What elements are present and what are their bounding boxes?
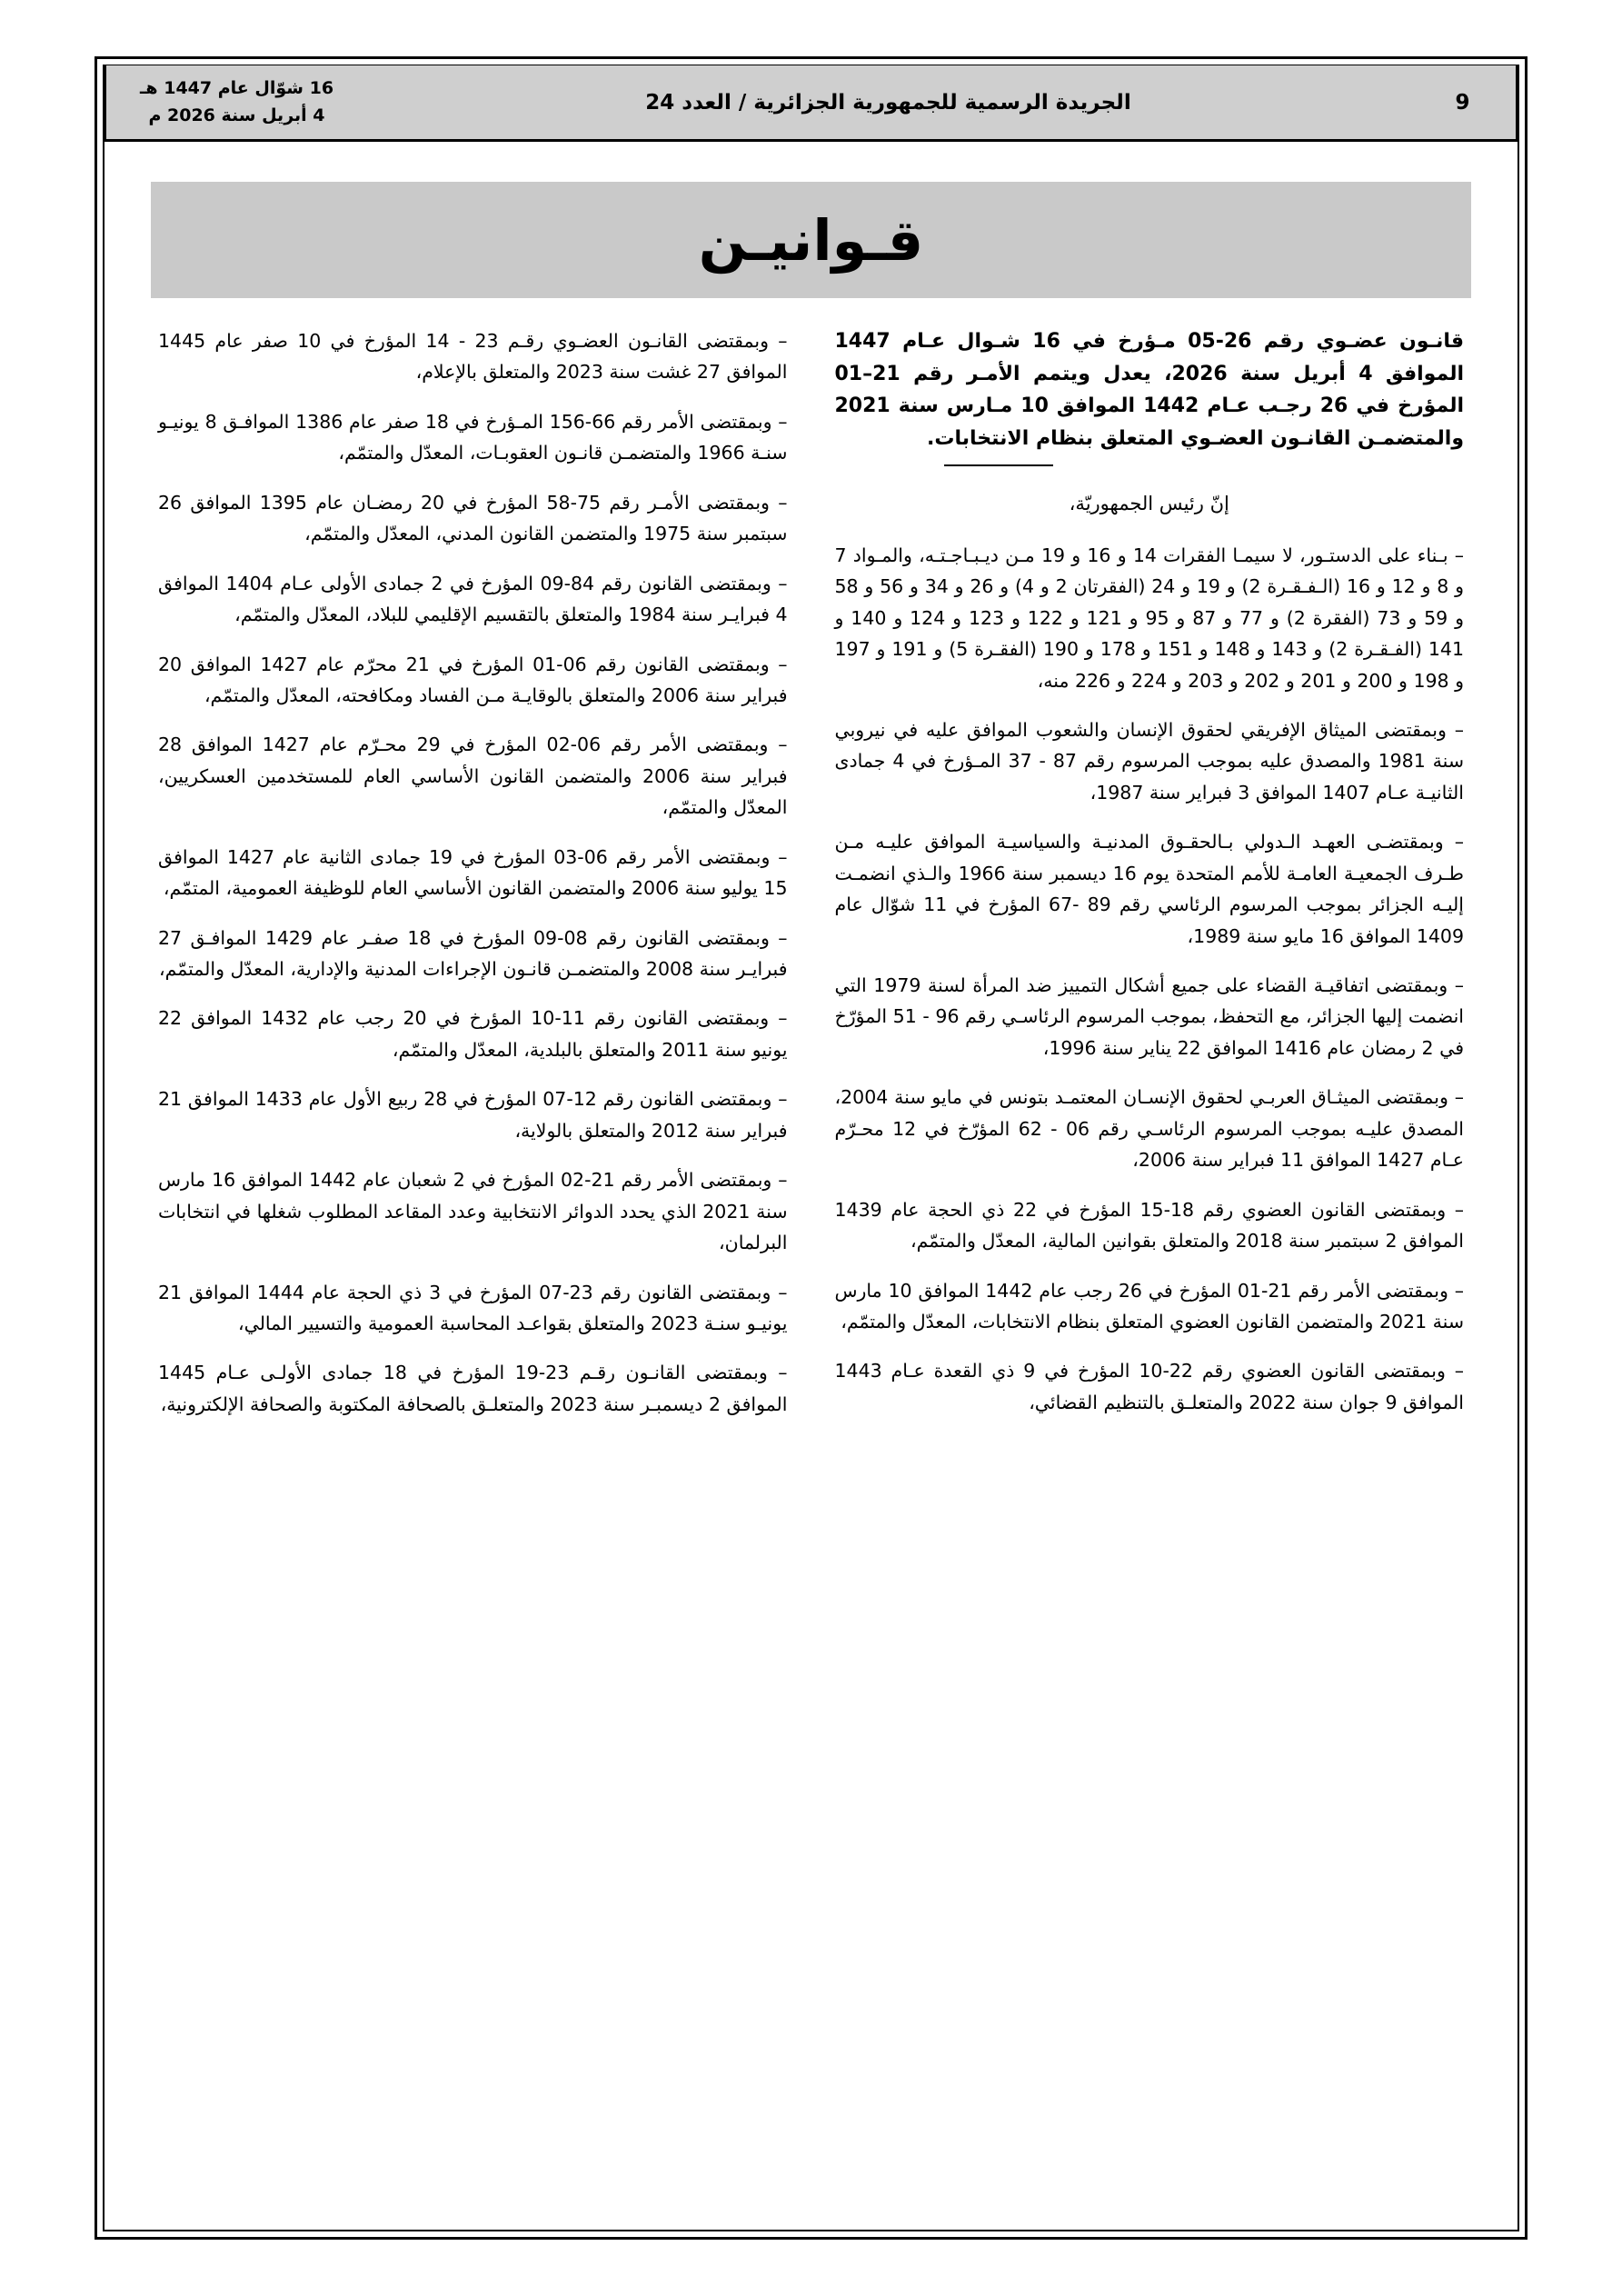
paragraph: – وبمقتضى اتفاقيـة القضاء على جميع أشكال التمييز ضد المرأة لسنة 1979 التي انضمت إليها الجزائر، مع التحفظ، بموجب المرسوم الرئاسـي رقم 96 - 51 المؤرّخ في 2 رمضان عام 1416 الموافق 22 يناير سنة 1996،	[834, 974, 1465, 1059]
paragraph: – وبمقتضى القانون رقم 11-10 المؤرخ في 20 رجب عام 1432 الموافق 22 يونيو سنة 2011 والمتعلق بالبلدية، المعدّل والمتمّم،	[158, 1007, 788, 1061]
decree-title: قانـون عضـوي رقم 26-05 مـؤرخ في 16 شـوال عـام 1447 الموافق 4 أبريل سنة 2026، يعدل ويتمم الأمـر رقم 21–01 المؤرخ في 26 رجـب عـام 1442 الموافق 10 مـارس سنة 2021 والمتضمـن القانـون العضـوي المتعلق بنظام الانتخابات.	[834, 330, 1464, 450]
column-right	[811, 325, 1488, 2231]
paragraph: – وبمقتضى الميثـاق العربـي لحقوق الإنسـان المعتمـد بتونس في مايو سنة 2004، المصدق عليـه بموجب المرسوم الرئاسـي رقم 06 - 62 المؤرّخ في 12 محـرّم عـام 1427 الموافق 11 فبراير سنة 2006،	[834, 1086, 1464, 1172]
masthead-journal-title: الجريدة الرسمية للجمهورية الجزائرية / العدد 24	[645, 90, 1131, 115]
paragraph: – وبمقتضى القانون العضوي رقم 22-10 المؤرخ في 9 ذي القعدة عـام 1443 الموافق 9 جوان سنة 2022 والمتعلـق بالتنظيم القضائي،	[834, 1360, 1465, 1413]
paragraph: – وبمقتضى القانـون العضـوي رقـم 23 - 14 المؤرخ في 10 صفر عام 1445 الموافق 27 غشت سنة 2023 والمتعلق بالإعلام،	[158, 330, 788, 384]
paragraph: – وبمقتضى القانون رقم 12-07 المؤرخ في 28 ربيع الأول عام 1433 الموافق 21 فبراير سنة 2012 والمتعلق بالولاية،	[158, 1088, 788, 1142]
paragraph: – وبمقتضى الأمر رقم 06-03 المؤرخ في 19 جمادى الثانية عام 1427 الموافق 15 يوليو سنة 2006 والمتضمن القانون الأساسي العام للوظيفة العمومية، المتمّم،	[158, 845, 788, 900]
column-left	[134, 325, 811, 2231]
masthead	[104, 65, 1518, 142]
decree-title-rule	[944, 464, 1053, 466]
paragraph: – وبمقتضى القانـون رقـم 23-19 المؤرخ في 18 جمادى الأولـى عـام 1445 الموافق 2 ديسمبـر سنة 2023 والمتعلـق بالصحافة المكتوبة والصحافة الإلكترونية،	[158, 1362, 788, 1415]
paragraph: – بـناء على الدستـور، لا سيمـا الفقرات 14 و 16 و 19 مـن ديـبـاجـتـه، والمـواد 7 و 8 و 12 و 16 (الـفـقـرة 2) و 19 و 24 (الفقرتان 2 و 4) و 26 و 34 و 56 و 58 و 59 و 73 (الفقرة 2) و 77 و 87 و 95 و 121 و 122 و 123 و 124 و 140 و 141 (الفـقـرة 2) و 143 و 148 و 151 و 178 و 190 (الفقـرة 5) و 191 و 197 و 198 و 200 و 201 و 202 و 203 و 224 و 226 منه،	[834, 544, 1465, 692]
paragraph: – وبمقتضى الأمـر رقم 75-58 المؤرخ في 20 رمضـان عام 1395 الموافق 26 سبتمبر سنة 1975 والمتضمن القانون المدني، المعدّل والمتمّم،	[158, 491, 788, 545]
paragraph: – وبمقتضى الأمر رقم 21-01 المؤرخ في 26 رجب عام 1442 الموافق 10 مارس سنة 2021 والمتضمن القانون العضوي المتعلق بنظام الانتخابات، المعدّل والمتمّم،	[834, 1279, 1464, 1333]
masthead-date-gregorian: 4 أبريل سنة 2026 م	[148, 105, 325, 125]
masthead-page-number: 9	[1409, 65, 1518, 139]
section-banner	[151, 182, 1471, 298]
paragraph: – وبمقتضى القانون رقم 23-07 المؤرخ في 3 ذي الحجة عام 1444 الموافق 21 يونيـو سنـة 2023 والمتعلق بقواعـد المحاسبة العمومية والتسيير المالي،	[158, 1281, 788, 1334]
paragraph: – وبمقتضـى العهـد الـدولي بـالحقـوق المدنيـة والسياسيـة الموافق عليـه مـن طـرف الجمعيـة العامـة للأمم المتحدة يوم 16 ديسمبر سنة 1966 والـذي انضمـت إليـه الجزائر بموجب المرسوم الرئاسي رقم 89 -67 المؤرخ في 11 شوّال عام 1409 الموافق 16 مايو سنة 1989،	[834, 831, 1464, 947]
masthead-date	[104, 65, 367, 139]
paragraph: – وبمقتضى القانون رقم 08-09 المؤرخ في 18 صفـر عام 1429 الموافـق 27 فبرايـر سنة 2008 والمتضمـن قانـون الإجراءات المدنية والإدارية، المعدّل والمتمّم،	[158, 926, 788, 980]
text-columns	[104, 325, 1518, 2231]
section-banner-title: قـوانيـن	[698, 206, 924, 274]
paragraph: – وبمقتضى الأمر رقم 06-02 المؤرخ في 29 محـرّم عام 1427 الموافق 28 فبراير سنة 2006 والمتضمن القانون الأساسي العام للمستخدمين العسكريين، المعدّل والمتمّم،	[158, 734, 788, 819]
paragraph: – وبمقتضى الميثاق الإفريقي لحقوق الإنسان والشعوب الموافق عليه في نيروبي سنة 1981 والمصدق عليه بموجب المرسوم رقم 87 - 37 المـؤرخ في 4 جمادى الثانيـة عـام 1407 الموافق 3 فبراير سنة 1987،	[834, 718, 1464, 804]
paragraph: – وبمقتضى الأمر رقم 21-02 المؤرخ في 2 شعبان عام 1442 الموافق 16 مارس سنة 2021 الذي يحدد الدوائر الانتخابية وعدد المقاعد المطلوب شغلها في انتخابات البرلمان،	[158, 1169, 788, 1254]
paragraph: – وبمقتضى القانون العضوي رقم 18-15 المؤرخ في 22 ذي الحجة عام 1439 الموافق 2 سبتمبر سنة 2018 والمتعلق بقوانين المالية، المعدّل والمتمّم،	[834, 1198, 1465, 1253]
masthead-date-hijri: 16 شوّال عام 1447 هـ	[139, 78, 334, 99]
president-line: إنّ رئيس الجمهوريّة،	[1069, 492, 1229, 514]
paragraph: – وبمقتضى الأمر رقم 66-156 المـؤرخ في 18 صفر عام 1386 الموافـق 8 يونيـو سنـة 1966 والمتضمـن قانـون العقوبـات، المعدّل والمتمّم،	[158, 410, 788, 464]
page-content	[104, 65, 1518, 2231]
paragraph: – وبمقتضى القانون رقم 84-09 المؤرخ في 2 جمادى الأولى عـام 1404 الموافق 4 فبرايـر سنة 1984 والمتعلق بالتقسيم الإقليمي للبلاد، المعدّل والمتمّم،	[158, 572, 788, 626]
paragraph: – وبمقتضى القانون رقم 06-01 المؤرخ في 21 محرّم عام 1427 الموافق 20 فبراير سنة 2006 والمتعلق بالوقايـة مـن الفساد ومكافحته، المعدّل والمتمّم،	[158, 653, 788, 706]
